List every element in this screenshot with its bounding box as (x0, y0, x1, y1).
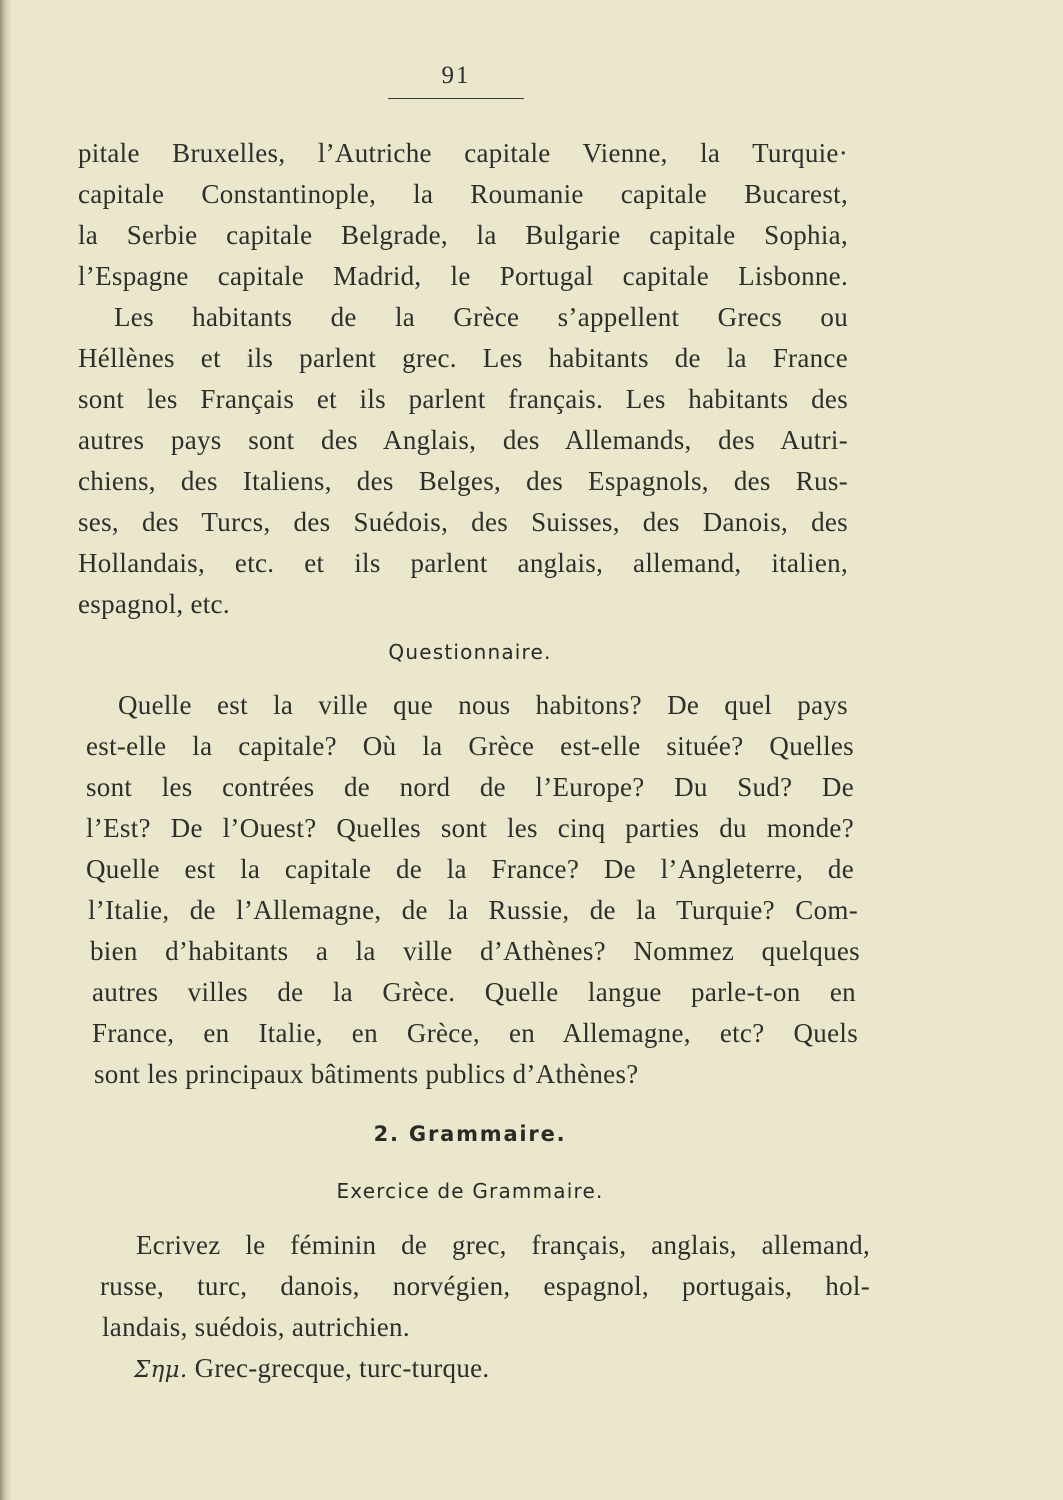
questionnaire-line: Quelle est la ville que nous habitons? De quel pays (118, 690, 848, 720)
paragraph2-line: Héllènes et ils parlent grec. Les habitants de la France (78, 343, 848, 373)
example-label: Σημ. (134, 1357, 188, 1383)
paragraph2-line: espagnol, etc. (78, 589, 230, 619)
paragraph2-line: ses, des Turcs, des Suédois, des Suisses, des Danois, des (78, 507, 848, 537)
questionnaire-line: l’Italie, de l’Allemagne, de la Russie, de la Turquie? Com- (88, 895, 858, 925)
grammaire-heading: 2. Grammaire. (373, 1122, 567, 1146)
questionnaire-line: sont les principaux bâtiments publics d’Athènes? (94, 1059, 639, 1089)
questionnaire-line: est-elle la capitale? Où la Grèce est-elle située? Quelles (86, 731, 854, 761)
questionnaire-line: bien d’habitants a la ville d’Athènes? Nommez quelques (90, 936, 860, 966)
header-rule (388, 98, 524, 99)
paragraph1-line: capitale Constantinople, la Roumanie capitale Bucarest, (78, 179, 848, 209)
paragraph1-line: pitale Bruxelles, l’Autriche capitale Vienne, la Turquie· (78, 138, 848, 168)
questionnaire-line: autres villes de la Grèce. Quelle langue parle-t-on en (92, 977, 856, 1007)
exercice-line: Ecrivez le féminin de grec, français, anglais, allemand, (136, 1230, 870, 1260)
paragraph2-line: autres pays sont des Anglais, des Allemands, des Autri- (78, 425, 848, 455)
page-binding-edge (0, 0, 12, 1500)
exercice-line: landais, suédois, autrichien. (102, 1312, 410, 1342)
paragraph2-line: Les habitants de la Grèce s’appellent Grecs ou (114, 302, 848, 332)
paragraph1-line: la Serbie capitale Belgrade, la Bulgarie capitale Sophia, (78, 220, 848, 250)
page-number: 91 (441, 62, 471, 89)
questionnaire-line: sont les contrées de nord de l’Europe? Du Sud? De (86, 772, 854, 802)
questionnaire-line: l’Est? De l’Ouest? Quelles sont les cinq parties du monde? (86, 813, 854, 843)
questionnaire-line: France, en Italie, en Grèce, en Allemagne, etc? Quels (92, 1018, 858, 1048)
questionnaire-heading: Questionnaire. (388, 640, 552, 664)
exercice-line: russe, turc, danois, norvégien, espagnol, portugais, hol- (100, 1271, 870, 1301)
paragraph2-line: Hollandais, etc. et ils parlent anglais, allemand, italien, (78, 548, 848, 578)
questionnaire-line: Quelle est la capitale de la France? De l’Angleterre, de (86, 854, 854, 884)
example-text: Grec-grecque, turc-turque. (194, 1353, 490, 1383)
example-line (134, 1349, 834, 1389)
paragraph2-line: sont les Français et ils parlent français. Les habitants des (78, 384, 848, 414)
paragraph2-line: chiens, des Italiens, des Belges, des Espagnols, des Rus- (78, 466, 848, 496)
paragraph1-line: l’Espagne capitale Madrid, le Portugal capitale Lisbonne. (78, 261, 848, 291)
exercice-heading: Exercice de Grammaire. (336, 1179, 604, 1203)
